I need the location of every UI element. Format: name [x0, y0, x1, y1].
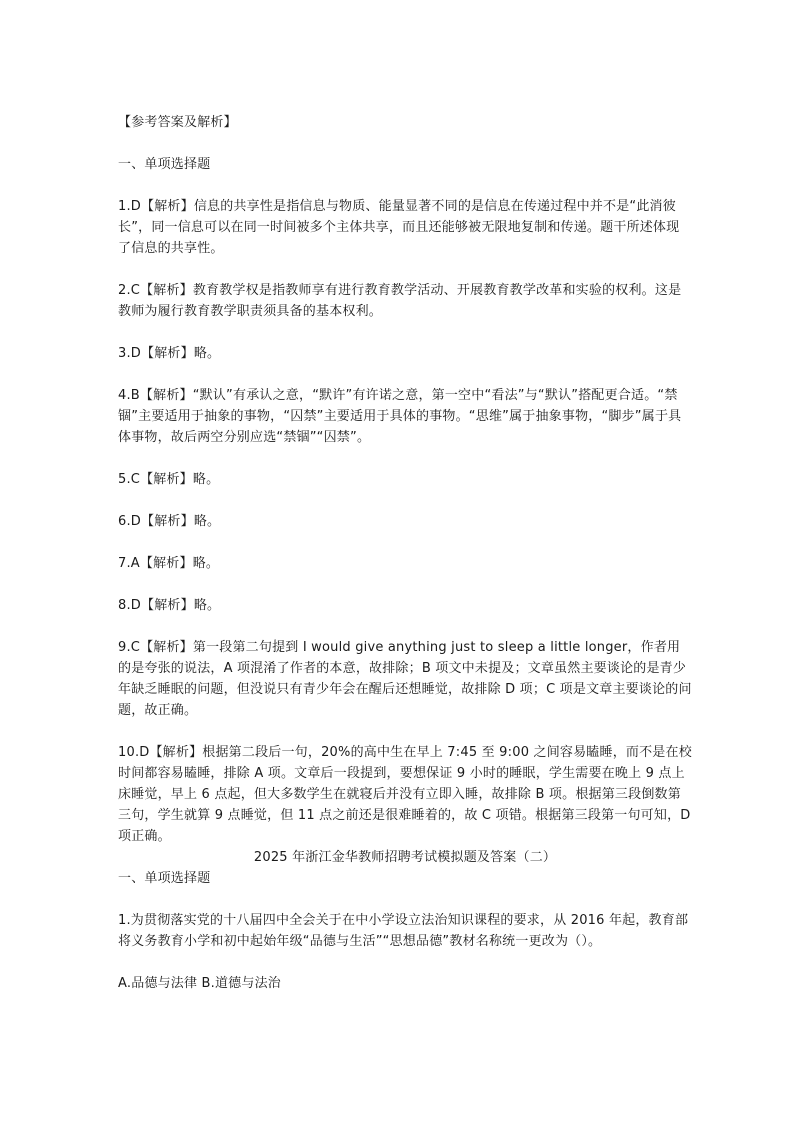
answer-6: 6.D【解析】略。: [118, 514, 221, 529]
answer-3: 3.D【解析】略。: [118, 346, 221, 361]
answer-2: 2.C【解析】教育教学权是指教师享有进行教育教学活动、开展教育教学改革和实验的权利。这是教师为履行教育教学职责须具备的基本权利。: [118, 283, 682, 319]
section-title-single-choice-2: 一、单项选择题: [118, 871, 211, 886]
answer-10: 10.D【解析】根据第二段后一句，20%的高中生在早上 7:45 至 9:00 之间容易瞌睡，而不是在校时间都容易瞌睡，排除 A 项。文章后一段提到，要想保证 9 小时的睡眠，学生需要在晚上 9 点上床睡觉，早上 6 点起，但大多数学生在就寝后并没有立即入睡，故排除 B 项。根据第三段倒数第三句，学生就算 9 点睡觉，但 11 点之前还是很难睡着的，故 C 项错。根据第三段第一句可知，D 项正确。: [118, 745, 692, 844]
section-title-single-choice: 一、单项选择题: [118, 157, 211, 172]
answer-7: 7.A【解析】略。: [118, 556, 220, 571]
answer-1: 1.D【解析】信息的共享性是指信息与物质、能量显著不同的是信息在传递过程中并不是“此消彼长”，同一信息可以在同一时间被多个主体共享，而且还能够被无限地复制和传递。题干所述体现了信息的共享性。: [118, 199, 680, 256]
exam-title: 2025 年浙江金华教师招聘考试模拟题及答案（二）: [253, 850, 557, 865]
question-1-options: A.品德与法律 B.道德与法治: [118, 976, 281, 991]
question-1: 1.为贯彻落实党的十八届四中全会关于在中小学设立法治知识课程的要求，从 2016 年起，教育部将义务教育小学和初中起始年级“品德与生活”“思想品德”教材名称统一更改为（）。: [118, 913, 689, 949]
answer-9: 9.C【解析】第一段第二句提到 I would give anything just to sleep a little longer，作者用的是夸张的说法，A 项混淆了作者的本意，故排除；B 项文中未提及；文章虽然主要谈论的是青少年缺乏睡眠的问题，但没说只有青少年会在醒后还想睡觉，故排除 D 项；C 项是文章主要谈论的问题，故正确。: [118, 640, 692, 718]
document-body: [118, 112, 692, 994]
answer-5: 5.C【解析】略。: [118, 472, 220, 487]
answer-key-heading: 【参考答案及解析】: [118, 115, 237, 130]
answer-8: 8.D【解析】略。: [118, 598, 221, 613]
answer-4: 4.B【解析】“默认”有承认之意，“默许”有许诺之意，第一空中“看法”与“默认”搭配更合适。“禁锢”主要适用于抽象的事物，“囚禁”主要适用于具体的事物。“思维”属于抽象事物，“脚步”属于具体事物，故后两空分别应选“禁锢”“囚禁”。: [118, 388, 682, 445]
